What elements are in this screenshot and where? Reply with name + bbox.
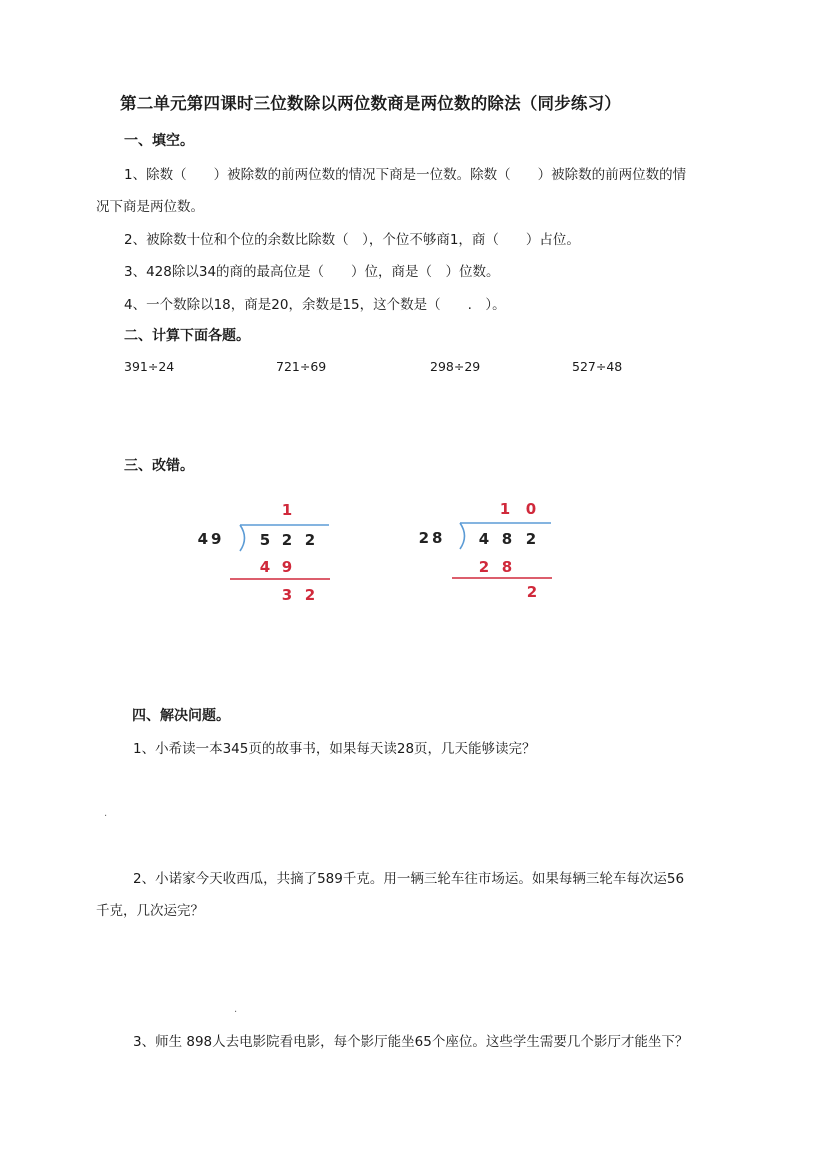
div2-quotient-digit: 0 (525, 500, 537, 518)
fill-question-1-line1: 1、除数（ ）被除数的前两位数的情况下商是一位数。除数（ ）被除数的前两位数的情 (124, 167, 687, 183)
stray-dot-mark: . (234, 1004, 238, 1015)
section2-heading: 二、计算下面各题。 (124, 328, 250, 344)
word-problem-2-line2: 千克，几次运完？ (96, 903, 204, 919)
div1-dividend-digit: 2 (304, 531, 316, 549)
long-division-1 (198, 501, 330, 604)
calc-problem-4: 527÷48 (572, 359, 623, 374)
stray-dot-mark: . (104, 808, 108, 819)
fill-question-4: 4、一个数除以18，商是20，余数是15，这个数是（ . ）。 (124, 297, 506, 313)
div2-remainder-digit: 2 (526, 583, 538, 601)
fill-question-2: 2、被除数十位和个位的余数比除数（ ），个位不够商1，商（ ）占位。 (124, 232, 580, 248)
page-title: 第二单元第四课时三位数除以两位数商是两位数的除法（同步练习） (120, 94, 621, 113)
section3-heading: 三、改错。 (124, 458, 194, 474)
div1-dividend-digit: 2 (281, 531, 293, 549)
div2-product-digit: 2 (478, 558, 490, 576)
div1-remainder-digit: 3 (281, 586, 293, 604)
div1-quotient-digit: 1 (281, 501, 293, 519)
div1-product-digit: 9 (281, 558, 293, 576)
calc-problem-3: 298÷29 (430, 359, 481, 374)
word-problem-2-line1: 2、小诺家今天收西瓜，共摘了589千克。用一辆三轮车往市场运。如果每辆三轮车每次运56 (133, 871, 685, 887)
div1-product-digit: 4 (259, 558, 271, 576)
div2-dividend-digit: 8 (501, 530, 513, 548)
fill-question-3: 3、428除以34的商的最高位是（ ）位，商是（ ）位数。 (124, 264, 500, 280)
div2-dividend-digit: 4 (478, 530, 490, 548)
div1-dividend-digit: 5 (259, 531, 271, 549)
div2-dividend-digit: 2 (525, 530, 537, 548)
div1-divisor: 49 (197, 530, 225, 548)
calc-problem-2: 721÷69 (276, 359, 327, 374)
div2-bracket-curve (460, 523, 465, 549)
word-problem-3: 3、师生 898人去电影院看电影，每个影厅能坐65个座位。这些学生需要几个影厅才能坐下？ (133, 1034, 689, 1050)
div1-bracket-curve (240, 525, 245, 551)
div2-divisor: 28 (418, 529, 446, 547)
div1-remainder-digit: 2 (304, 586, 316, 604)
long-division-2 (419, 500, 552, 601)
div2-quotient-digit: 1 (499, 500, 511, 518)
calc-problem-1: 391÷24 (124, 359, 175, 374)
div2-product-digit: 8 (501, 558, 513, 576)
section4-heading: 四、解决问题。 (132, 708, 230, 724)
section1-heading: 一、填空。 (124, 133, 194, 149)
word-problem-1: 1、小希读一本345页的故事书，如果每天读28页，几天能够读完？ (133, 741, 536, 757)
fill-question-1-line2: 况下商是两位数。 (96, 199, 204, 215)
